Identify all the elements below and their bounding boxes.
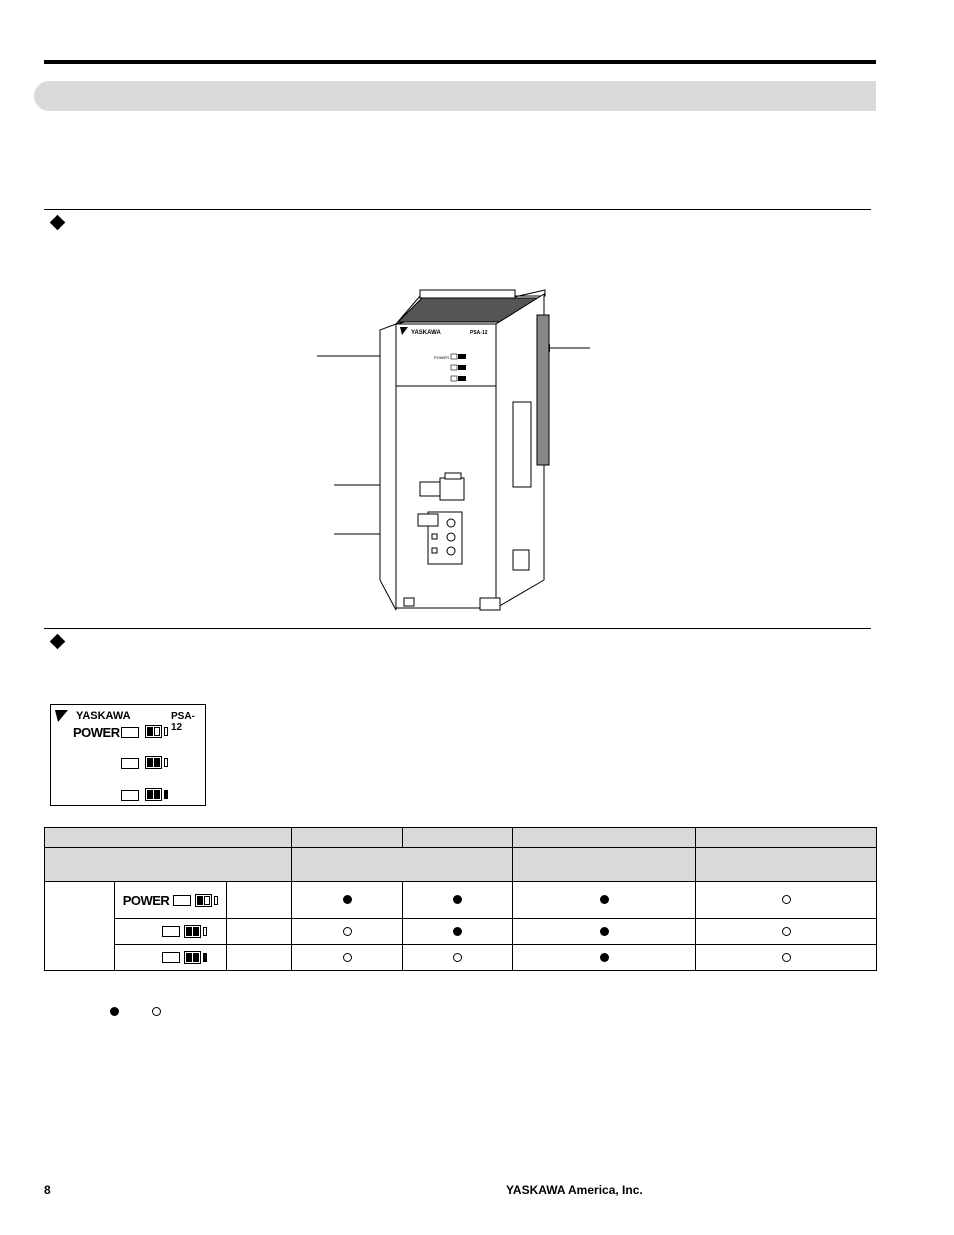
- panel-brand: YASKAWA: [76, 710, 131, 722]
- subsection-rule-1: [44, 209, 871, 210]
- led-off-dot: [782, 895, 791, 904]
- led-off-dot: [453, 953, 462, 962]
- table-row: [45, 919, 877, 945]
- led-window: [173, 895, 191, 906]
- led-indicator: [195, 894, 218, 907]
- section-title-bar: [34, 81, 876, 111]
- top-rule: [44, 60, 876, 64]
- legend-off-dot: [152, 1007, 161, 1016]
- led-window: [121, 727, 139, 738]
- diamond-bullet-icon: [50, 215, 66, 231]
- table-subheader-row: [45, 848, 877, 882]
- led-panel-closeup: [50, 704, 206, 806]
- page-number: 8: [44, 1183, 51, 1197]
- led-window: [121, 758, 139, 769]
- led-on-dot: [453, 895, 462, 904]
- led-on-dot: [600, 895, 609, 904]
- diamond-bullet-icon: [50, 634, 66, 650]
- led-indicator: [145, 788, 168, 801]
- led-window: [121, 790, 139, 801]
- row-power-label: POWER: [122, 892, 170, 908]
- footer-company: YASKAWA America, Inc.: [506, 1183, 643, 1197]
- led-off-dot: [343, 953, 352, 962]
- led-legend: [110, 1007, 161, 1016]
- legend-on-dot: [110, 1007, 119, 1016]
- led-indicator: [145, 725, 168, 738]
- table-header-row: [45, 828, 877, 848]
- device-power-label: POWER: [434, 355, 450, 360]
- device-brand: YASKAWA: [411, 330, 441, 336]
- subsection-rule-2: [44, 628, 871, 629]
- panel-model: PSA-12: [171, 711, 195, 733]
- led-on-dot: [343, 895, 352, 904]
- power-supply-module-illustration: [300, 280, 610, 620]
- table-row: [45, 882, 877, 919]
- led-on-dot: [600, 953, 609, 962]
- led-indicator: [184, 951, 207, 964]
- led-indicator: [184, 925, 207, 938]
- led-off-dot: [782, 927, 791, 936]
- yaskawa-logo-icon: [55, 710, 69, 722]
- led-off-dot: [782, 953, 791, 962]
- led-off-dot: [343, 927, 352, 936]
- led-on-dot: [453, 927, 462, 936]
- device-model: PSA-12: [470, 330, 488, 336]
- led-indicator: [145, 756, 168, 769]
- led-status-table: [44, 827, 877, 971]
- table-row: [45, 945, 877, 971]
- led-window: [162, 952, 180, 963]
- led-window: [162, 926, 180, 937]
- led-on-dot: [600, 927, 609, 936]
- panel-power-label: POWER: [73, 725, 120, 740]
